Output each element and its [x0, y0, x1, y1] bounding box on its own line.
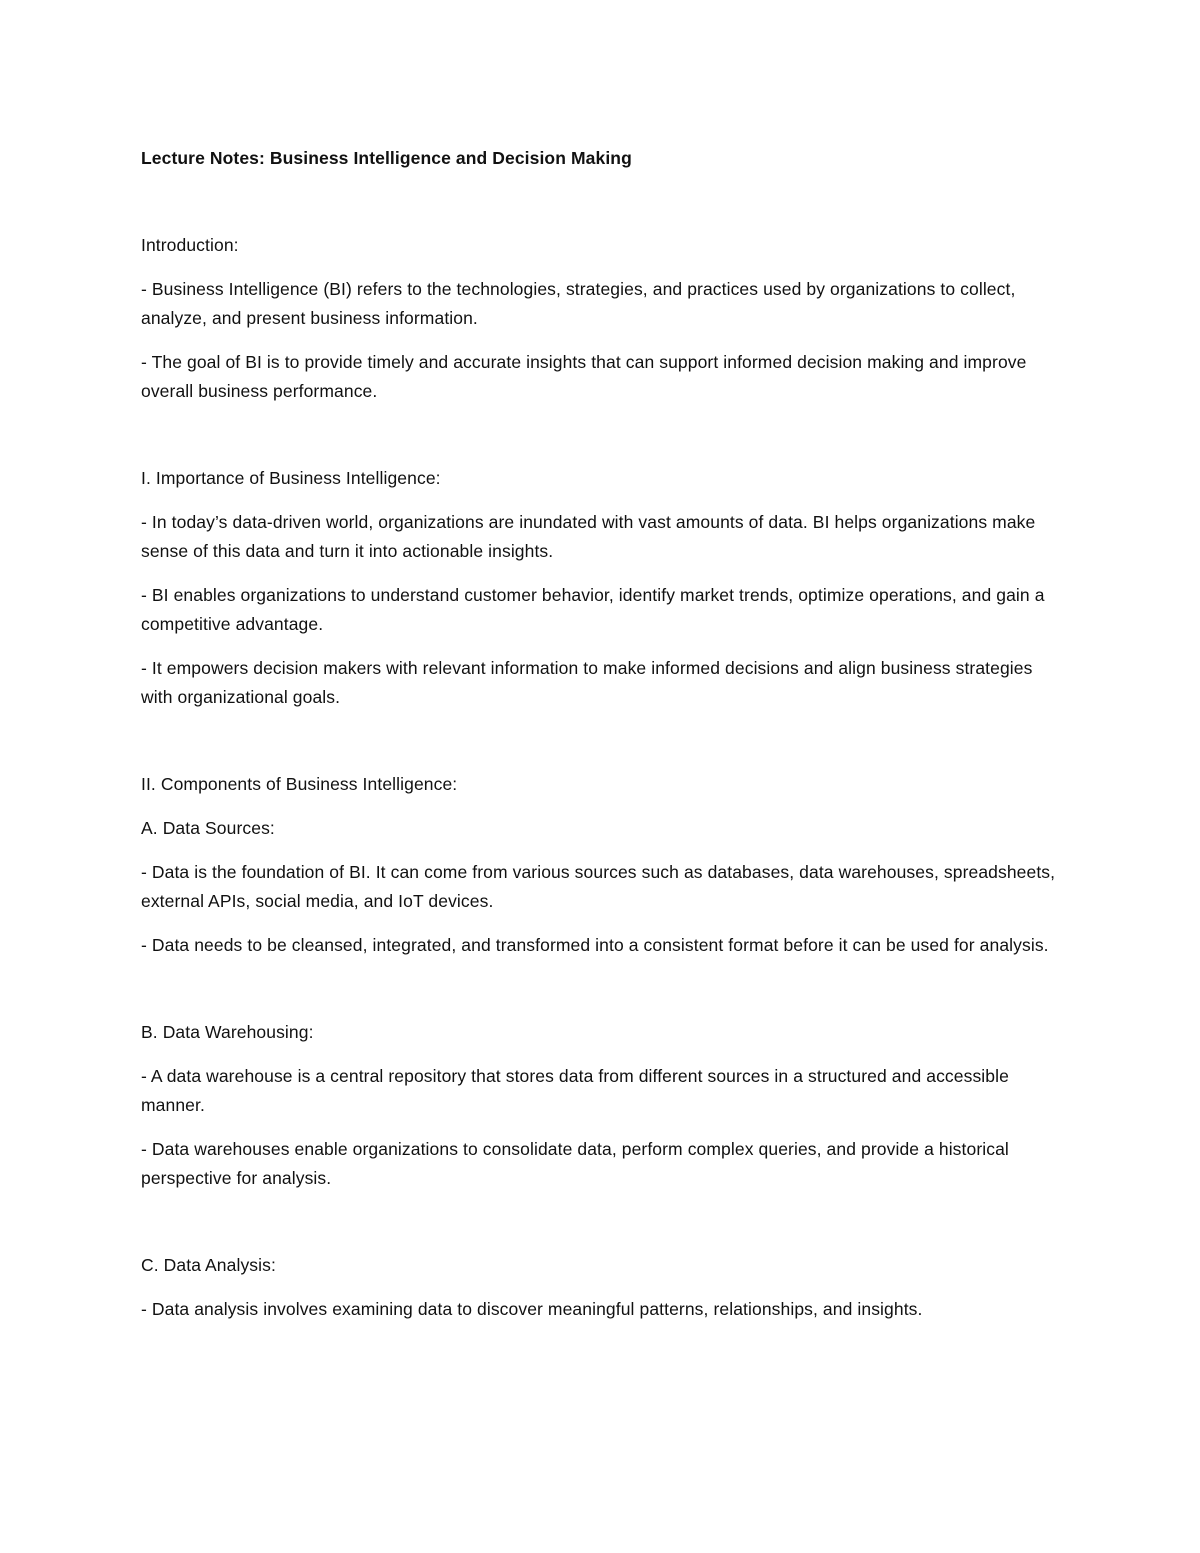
- data-analysis-heading: C. Data Analysis:: [141, 1255, 276, 1275]
- spacer: [141, 1047, 1061, 1062]
- spacer: [141, 1193, 1061, 1251]
- importance-item-2: - BI enables organizations to understand customer behavior, identify market trends, optimize operations, and gain a competitive advantage.: [141, 585, 1045, 634]
- spacer: [141, 406, 1061, 464]
- spacer: [141, 916, 1061, 931]
- importance-item-1: - In today’s data-driven world, organizations are inundated with vast amounts of data. BI helps organizations make sense of this data and turn it into actionable insights.: [141, 512, 1036, 561]
- introduction-heading: Introduction:: [141, 235, 239, 255]
- spacer: [141, 843, 1061, 858]
- importance-item-3: - It empowers decision makers with relevant information to make informed decisions and align business strategies with organizational goals.: [141, 658, 1033, 707]
- data-warehousing-heading: B. Data Warehousing:: [141, 1022, 314, 1042]
- data-warehousing-item-1: - A data warehouse is a central repository that stores data from different sources in a structured and accessible manner.: [141, 1066, 1009, 1115]
- spacer: [141, 799, 1061, 814]
- spacer: [141, 960, 1061, 1018]
- document-body: [141, 144, 1061, 1324]
- introduction-item-2: - The goal of BI is to provide timely and accurate insights that can support informed decision making and improve overall business performance.: [141, 352, 1027, 401]
- data-sources-item-1: - Data is the foundation of BI. It can come from various sources such as databases, data warehouses, spreadsheets, external APIs, social media, and IoT devices.: [141, 862, 1056, 911]
- introduction-item-1: - Business Intelligence (BI) refers to the technologies, strategies, and practices used by organizations to collect, analyze, and present business information.: [141, 279, 1016, 328]
- data-warehousing-item-2: - Data warehouses enable organizations to consolidate data, perform complex queries, and provide a historical perspective for analysis.: [141, 1139, 1009, 1188]
- spacer: [141, 566, 1061, 581]
- importance-heading: I. Importance of Business Intelligence:: [141, 468, 441, 488]
- data-sources-item-2: - Data needs to be cleansed, integrated, and transformed into a consistent format before it can be used for analysis.: [141, 935, 1049, 955]
- spacer: [141, 639, 1061, 654]
- spacer: [141, 333, 1061, 348]
- data-analysis-item-1: - Data analysis involves examining data to discover meaningful patterns, relationships, and insights.: [141, 1299, 923, 1319]
- spacer: [141, 260, 1061, 275]
- data-sources-heading: A. Data Sources:: [141, 818, 275, 838]
- spacer: [141, 493, 1061, 508]
- spacer: [141, 1120, 1061, 1135]
- spacer: [141, 1280, 1061, 1295]
- spacer: [141, 712, 1061, 770]
- spacer: [141, 173, 1061, 231]
- document-title: Lecture Notes: Business Intelligence and Decision Making: [141, 148, 632, 168]
- components-heading: II. Components of Business Intelligence:: [141, 774, 458, 794]
